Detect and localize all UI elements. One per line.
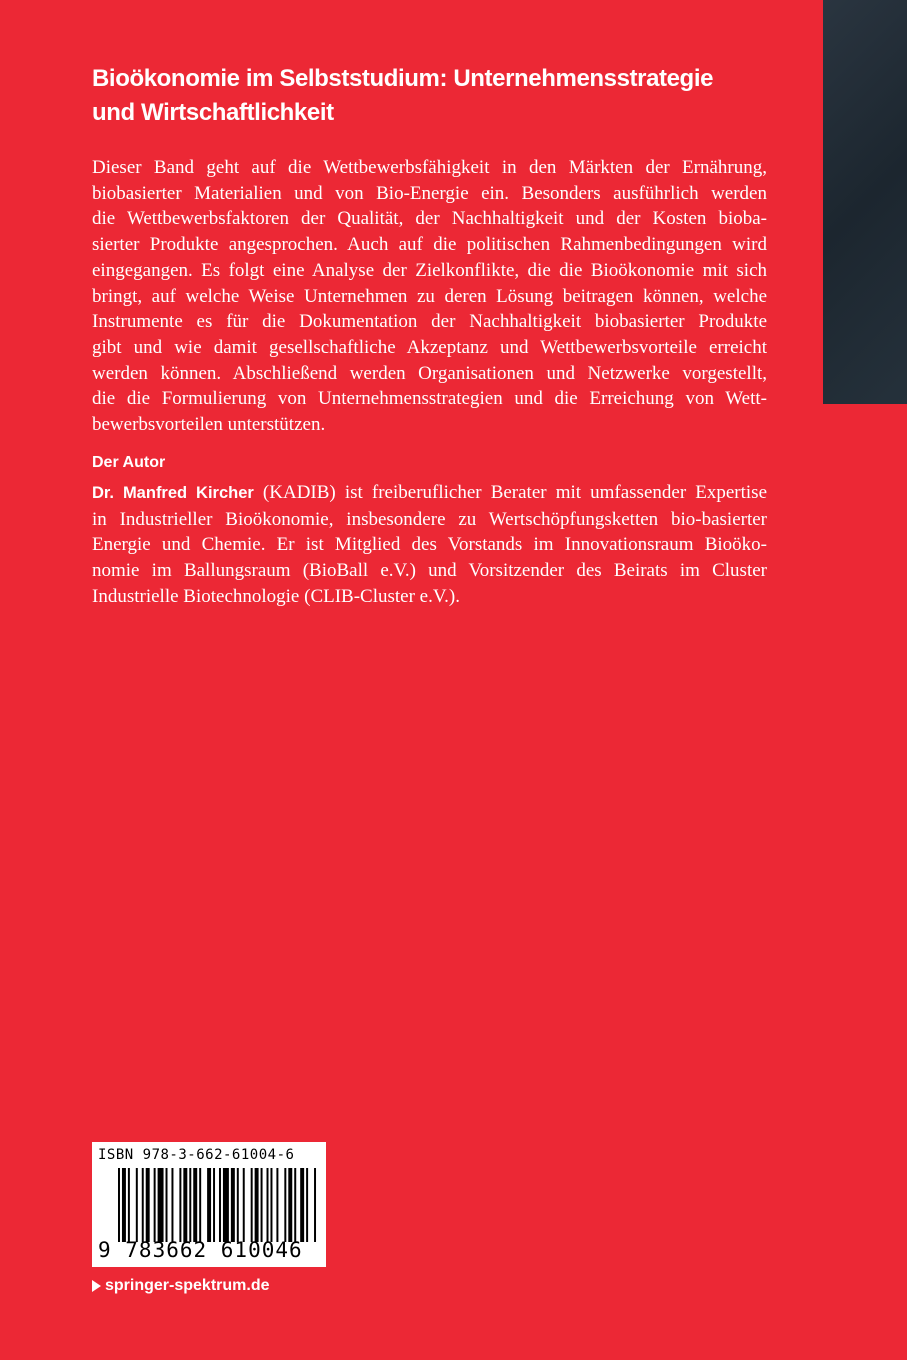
description-line: werden können. Abschließend werden Organisationen und Netzwerke vorgestellt,: [92, 362, 767, 384]
description-line: Instrumente es für die Dokumentation der Nachhaltigkeit biobasierter Produkte: [92, 311, 767, 333]
isbn-barcode-box: [92, 1142, 326, 1267]
author-bio-line: nomie im Ballungsraum (BioBall e.V.) und Vorsitzender des Beirats im Cluster: [92, 560, 767, 582]
author-name: Dr. Manfred Kircher: [92, 484, 254, 502]
barcode-icon: [118, 1168, 318, 1242]
publisher-website[interactable]: [92, 1277, 269, 1295]
title-line-1: Bioökonomie im Selbststudium: Unternehmensstrategie: [92, 65, 714, 92]
barcode-digits: 9 783662 610046: [98, 1238, 303, 1262]
description-line: die Wettbewerbsfaktoren der Qualität, der Nachhaltigkeit und der Kosten bioba-: [92, 208, 767, 230]
description-line: die die Formulierung von Unternehmensstrategien und die Erreichung von Wett-: [92, 388, 767, 410]
description-line: Dieser Band geht auf die Wettbewerbsfähigkeit in den Märkten der Ernährung,: [92, 157, 767, 178]
arrow-right-icon: [92, 1280, 101, 1292]
author-bio-line: Industrielle Biotechnologie (CLIB-Cluster e.V.).: [92, 585, 460, 607]
title-line-2: und Wirtschaftlichkeit: [92, 99, 334, 126]
book-title: [92, 62, 792, 130]
website-label: springer-spektrum.de: [105, 1277, 270, 1294]
description-line: bewerbsvorteilen unterstützen.: [92, 414, 326, 436]
author-heading: Der Autor: [92, 454, 166, 471]
description-line: gibt und wie damit gesellschaftliche Akzeptanz und Wettbewerbsvorteile erreicht: [92, 336, 767, 358]
description-line: bringt, auf welche Weise Unternehmen zu deren Lösung beitragen können, welche: [92, 285, 767, 307]
description-line: sierter Produkte angesprochen. Auch auf die politischen Rahmenbedingungen wird: [92, 234, 767, 256]
author-bio-line: in Industrieller Bioökonomie, insbesondere zu Wertschöpfungsketten bio-basierter: [92, 508, 767, 530]
description-line: biobasierter Materialien und von Bio-Energie ein. Besonders ausführlich werden: [92, 182, 767, 204]
author-bio-line: Energie und Chemie. Er ist Mitglied des Vorstands im Innovationsraum Bioöko-: [92, 534, 767, 556]
description-line: eingegangen. Es folgt eine Analyse der Zielkonflikte, die die Bioökonomie mit sich: [92, 259, 767, 281]
author-bio: [92, 480, 767, 610]
isbn-label: ISBN 978-3-662-61004-6: [98, 1147, 295, 1163]
decorative-side-band: [823, 0, 907, 404]
book-description: [92, 155, 767, 438]
author-bio-first-line-rest: (KADIB) ist freiberuflicher Berater mit umfassender Expertise: [253, 482, 767, 503]
author-bio-line: [92, 480, 767, 507]
